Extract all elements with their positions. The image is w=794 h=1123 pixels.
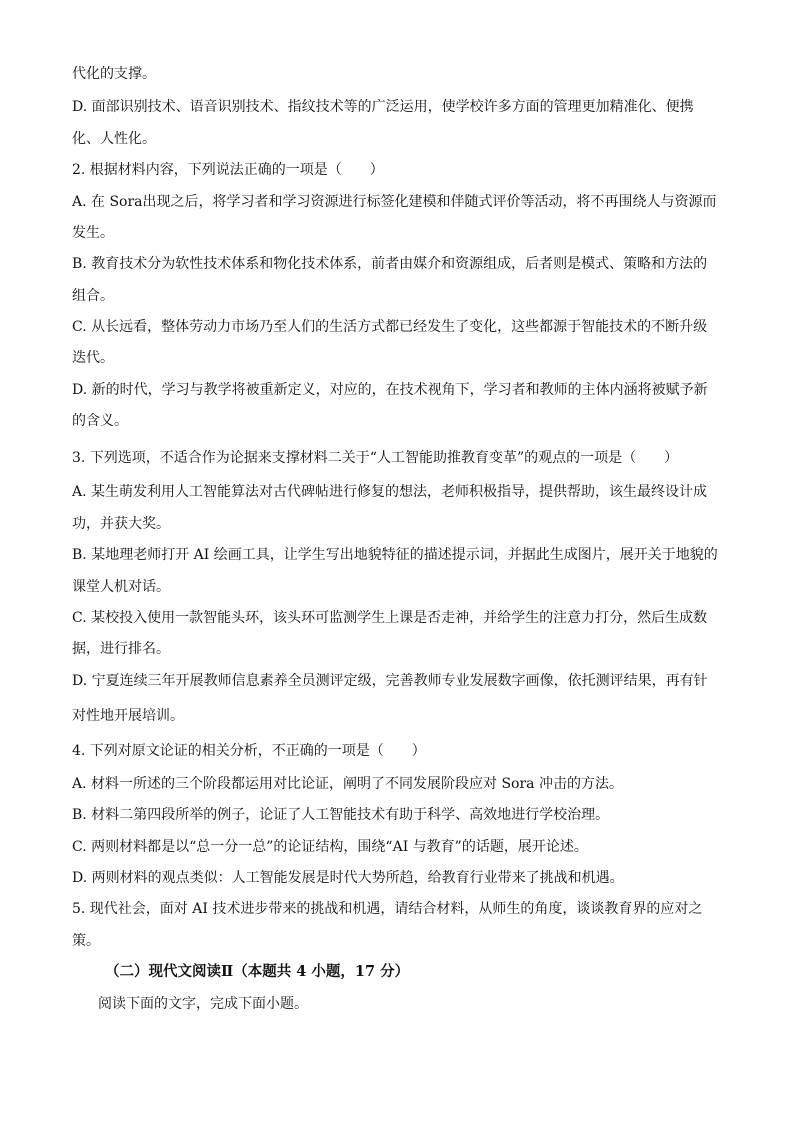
- text-line: 功，并获大奖。: [72, 516, 170, 532]
- option-c-line: C. 两则材料都是以“总一分一总”的论证结构，围绕“AI 与教育”的话题，展开论述。: [72, 839, 588, 855]
- text-line: 化、人性化。: [72, 131, 156, 147]
- question-3: 3. 下列选项，不适合作为论据来支撑材料二关于“人工智能助推教育变革”的观点的一项是（ ）: [72, 450, 679, 466]
- option-d-line: D. 宁夏连续三年开展教师信息素养全员测评定级，完善教师专业发展数字画像，依托测评结果，再有针: [72, 673, 708, 689]
- option-d-line: D. 新的时代，学习与教学将被重新定义，对应的，在技术视角下，学习者和教师的主体内涵将被赋予新: [72, 382, 708, 398]
- option-c-line: C. 某校投入使用一款智能头环，该头环可监测学生上课是否走神，并给学生的注意力打分，然后生成数: [72, 610, 708, 626]
- question-4: 4. 下列对原文论证的相关分析，不正确的一项是（ ）: [72, 743, 426, 759]
- text-line: 组合。: [72, 288, 114, 304]
- text-line: 据，进行排名。: [72, 641, 170, 657]
- option-d-line: D. 两则材料的观点类似：人工智能发展是时代大势所趋，给教育行业带来了挑战和机遇。: [72, 870, 624, 886]
- text-line: 课堂人机对话。: [72, 579, 170, 595]
- option-b-line: B. 材料二第四段所举的例子，论证了人工智能技术有助于科学、高效地进行学校治理。: [72, 807, 610, 823]
- text-line: 代化的支撑。: [72, 66, 156, 82]
- question-5: 5. 现代社会，面对 AI 技术进步带来的挑战和机遇，请结合材料，从师生的角度，谈谈教育界的应对之: [72, 901, 703, 917]
- text-line: 发生。: [72, 225, 114, 241]
- reading-instruction: 阅读下面的文字，完成下面小题。: [98, 996, 308, 1012]
- text-line: 的含义。: [72, 413, 128, 429]
- option-a-line: A. 在 Sora出现之后，将学习者和学习资源进行标签化建模和伴随式评价等活动，将不再围绕人与资源而: [72, 194, 717, 210]
- option-a-line: A. 材料一所述的三个阶段都运用对比论证，阐明了不同发展阶段应对 Sora 冲击的方法。: [72, 776, 623, 792]
- text-line: 迭代。: [72, 350, 114, 366]
- option-b-line: B. 某地理老师打开 AI 绘画工具，让学生写出地貌特征的描述提示词，并据此生成图片，展开关于地貌的: [72, 547, 718, 563]
- text-line: 对性地开展培训。: [72, 708, 184, 724]
- text-line: 策。: [72, 933, 100, 949]
- question-2: 2. 根据材料内容，下列说法正确的一项是（ ）: [72, 162, 384, 178]
- option-c-line: C. 从长远看，整体劳动力市场乃至人们的生活方式都已经发生了变化，这些都源于智能技术的不断升级: [72, 319, 708, 335]
- option-a-line: A. 某生萌发利用人工智能算法对古代碑帖进行修复的想法，老师积极指导，提供帮助，该生最终设计成: [72, 484, 708, 500]
- section-heading: （二）现代文阅读Ⅱ（本题共 4 小题，17 分）: [105, 963, 410, 980]
- option-d-line: D. 面部识别技术、语音识别技术、指纹技术等的广泛运用，使学校许多方面的管理更加精准化、便携: [72, 99, 694, 115]
- option-b-line: B. 教育技术分为软性技术体系和物化技术体系，前者由媒介和资源组成，后者则是模式、策略和方法的: [72, 256, 708, 272]
